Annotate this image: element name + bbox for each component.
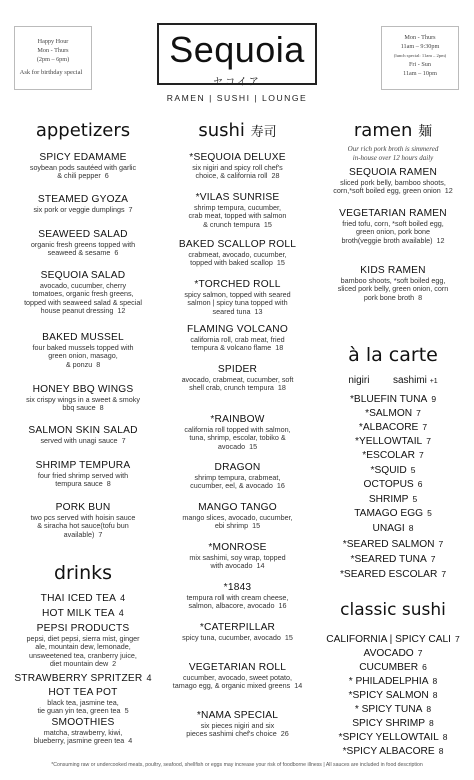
carte-item-price: 7: [416, 408, 421, 418]
classic-item-name: AVOCADO: [363, 648, 414, 659]
menu-item-price: 6: [104, 171, 109, 181]
description-text: six crispy wings in a sweet & smoky: [26, 395, 140, 404]
carte-item: [318, 493, 468, 506]
menu-item-name: VEGETARIAN ROLL: [188, 662, 287, 673]
menu-item-price: 8: [99, 403, 104, 413]
carte-item-name: OCTOPUS: [363, 479, 414, 490]
menu-item: [318, 265, 468, 302]
menu-item-description: [8, 437, 158, 445]
description-text: & ponzu: [65, 359, 93, 369]
classic-item: [318, 731, 468, 744]
menu-item: [8, 460, 158, 489]
description-text: mango slices, avocado, cucumber,: [182, 513, 293, 522]
menu-item-price: 4: [146, 673, 152, 683]
classic-item-name: *SPICY YELLOWTAIL: [338, 732, 439, 743]
menu-item: [165, 279, 310, 316]
menu-item-price: 18: [277, 383, 286, 393]
carte-item-price: 7: [426, 436, 431, 446]
menu-item-name: VEGETARIAN RAMEN: [339, 208, 447, 219]
classic-item: [318, 689, 468, 702]
carte-item-price: 7: [438, 539, 444, 549]
menu-item-description: [318, 237, 468, 245]
classic-item: [318, 647, 468, 660]
classic-item-name: * SPICY TUNA: [354, 704, 423, 715]
description-text: & chili pepper: [57, 171, 101, 181]
classic-item: [318, 661, 468, 674]
description-text: six pork or veggie dumplings: [33, 205, 125, 214]
description-text: broth(veggie broth available): [341, 235, 433, 245]
menu-item: [165, 152, 310, 181]
menu-item-name: *TORCHED ROLL: [194, 279, 281, 290]
carte-item-name: *YELLOWTAIL: [355, 436, 423, 447]
description-text: four fried shrimp served with: [37, 471, 129, 480]
description-text: served with unagi sauce: [40, 436, 118, 445]
middle-column: [165, 112, 310, 762]
menu-item-price: 18: [275, 343, 284, 353]
menu-item-name: SMOOTHIES: [51, 717, 115, 728]
menu-item: [8, 229, 158, 258]
menu-item-price: 15: [284, 633, 293, 642]
menu-item-price: 6: [114, 248, 119, 258]
sushi-title: [165, 120, 310, 141]
carte-item-name: *SEARED SALMON: [342, 539, 435, 550]
description-text: salmon | spicy tuna topped with: [187, 298, 288, 308]
description-text: shrimp tempura, cucumber,: [193, 203, 282, 212]
description-text: house peanut dressing: [40, 306, 114, 316]
menu-item: [8, 687, 158, 716]
classic-item-name: SPICY SHRIMP: [352, 718, 426, 729]
carte-item-name: *ESCOLAR: [362, 450, 415, 461]
carte-item-price: 7: [422, 422, 428, 432]
menu-item: [165, 502, 310, 531]
menu-item-description: [8, 531, 158, 539]
menu-item: [8, 607, 158, 620]
carte-item-price: 9: [431, 394, 437, 404]
carte-item-price: 5: [427, 508, 432, 518]
description-text: matcha, strawberry, kiwi,: [43, 728, 123, 737]
menu-item-description: [8, 206, 158, 214]
menu-item-price: 12: [444, 186, 453, 196]
classic-item: [318, 717, 468, 730]
menu-item-name: HOT TEA POT: [48, 687, 118, 698]
ramen-title-kanji: 麺: [418, 124, 433, 140]
description-text: seared tuna: [212, 306, 251, 316]
description-text: avocado, cucumber, cherry: [39, 281, 127, 290]
menu-item-name: SALMON SKIN SALAD: [28, 425, 138, 436]
menu-item-name: SPIDER: [217, 364, 258, 375]
carte-item-name: *SALMON: [365, 408, 413, 419]
description-text: organic fresh greens topped with: [30, 240, 136, 249]
menu-item-description: [165, 221, 310, 229]
menu-item: [165, 414, 310, 451]
menu-item-price: 15: [252, 521, 261, 531]
carte-item: [318, 538, 468, 551]
carte-item: [318, 553, 468, 566]
menu-item: [8, 425, 158, 445]
menu-item: [8, 672, 158, 685]
carte-item: [318, 393, 468, 406]
menu-item: [8, 717, 158, 746]
menu-item: [318, 208, 468, 245]
carte-item: [318, 507, 468, 520]
classic-sushi-title: classic sushi: [340, 600, 446, 620]
menu-item-name: *1843: [223, 582, 252, 593]
description-text: crabmeat, avocado, cucumber,: [188, 250, 287, 259]
menu-item-price: 15: [249, 441, 258, 451]
menu-item-name: PEPSI PRODUCTS: [36, 623, 130, 634]
menu-item-description: [165, 730, 310, 738]
carte-item-name: UNAGI: [372, 523, 405, 534]
hours-line: Mon - Thurs: [404, 34, 436, 41]
menu-item: [165, 364, 310, 393]
menu-item-name: *SEQUOIA DELUXE: [189, 152, 286, 163]
menu-item-description: [165, 344, 310, 352]
description-text: tempura roll with cream cheese,: [186, 593, 289, 602]
carte-item-price: 7: [441, 569, 447, 579]
carte-item-name: TAMAGO EGG: [354, 508, 424, 519]
carte-item: [318, 407, 468, 420]
menu-item-description: [165, 682, 310, 690]
description-text: crab meat, topped with salmon: [188, 211, 287, 221]
menu-item-price: 13: [254, 306, 263, 316]
menu-item: [8, 332, 158, 369]
menu-item-price: 12: [117, 306, 126, 316]
menu-item-description: [165, 482, 310, 490]
carte-item-price: 7: [430, 554, 436, 564]
classic-item: [318, 633, 468, 646]
menu-item: [165, 622, 310, 642]
description-text: & siracha hot sauce(tofu bun: [37, 521, 129, 531]
menu-item: [165, 542, 310, 571]
description-text: six nigiri and spicy roll chef's: [192, 163, 283, 172]
classic-item-name: CUCUMBER: [359, 662, 419, 673]
description-text: pork bone broth: [363, 292, 415, 302]
right-column: [318, 112, 468, 762]
description-text: tomatoes, organic fresh greens,: [32, 289, 134, 299]
classic-item-price: 7: [455, 634, 460, 644]
description-text: cucumber, avocado, sweet potato,: [182, 673, 293, 682]
menu-item: [165, 710, 310, 739]
classic-item-name: * PHILADELPHIA: [348, 676, 429, 687]
happy-hour-line: Happy Hour: [37, 38, 69, 45]
menu-item-price: 8: [418, 292, 423, 302]
classic-item-price: 6: [422, 662, 427, 672]
menu-item-price: 8: [106, 479, 111, 489]
happy-hour-line: Mon - Thurs: [37, 47, 69, 54]
menu-item-price: 16: [276, 481, 285, 491]
menu-item-row: [8, 607, 158, 620]
menu-item-description: [8, 172, 158, 180]
description-text: ebi shrimp: [214, 521, 249, 531]
menu-item-description: [165, 522, 310, 530]
description-text: bamboo shoots, *soft boiled egg,: [340, 276, 446, 285]
description-text: unsweetened tea, cranberry juice,: [29, 650, 137, 660]
classic-item-name: CALIFORNIA | SPICY CALI: [326, 634, 451, 645]
ramen-note: [318, 145, 468, 162]
description-text: seaweed & sesame: [47, 248, 111, 258]
description-text: diet mountain dew: [49, 659, 109, 669]
description-text: tamago egg, & organic mixed greens: [172, 681, 291, 691]
carte-item-name: *BLUEFIN TUNA: [349, 394, 428, 405]
left-column: [8, 112, 158, 762]
description-text: avocado, crabmeat, cucumber, soft: [181, 375, 294, 384]
menu-item-name: *NAMA SPECIAL: [196, 710, 279, 721]
classic-item-name: *SPICY SALMON: [348, 690, 429, 701]
nigiri-label: nigiri: [348, 375, 370, 386]
appetizers-title: appetizers: [35, 120, 131, 141]
menu-item: [165, 662, 310, 691]
menu-item-name: BAKED MUSSEL: [42, 332, 124, 343]
menu-item-description: [165, 634, 310, 642]
menu-item: [165, 462, 310, 491]
menu-item-description: [318, 187, 468, 195]
description-text: topped with baked scallop: [190, 258, 273, 268]
menu-item: [8, 152, 158, 181]
menu-item-name: STRAWBERRY SPRITZER: [14, 673, 143, 684]
description-text: salmon, albacore, avocado: [188, 601, 275, 611]
description-text: green onion, pork bone: [356, 227, 430, 237]
menu-item-name: KIDS RAMEN: [360, 265, 426, 276]
menu-item-description: [165, 602, 310, 610]
description-text: spicy salmon, topped with seared: [184, 290, 291, 299]
menu-item-name: SHRIMP TEMPURA: [35, 460, 131, 471]
menu-item-price: 7: [98, 529, 103, 539]
ramen-note-line: Our rich pork broth is simmered: [347, 145, 439, 153]
classic-item-price: 8: [432, 690, 438, 700]
description-text: california roll, crab meat, fried: [190, 335, 285, 344]
menu-item-description: [8, 361, 158, 369]
menu-item-price: 15: [263, 219, 272, 229]
description-text: soybean pods sautéed with garlic: [29, 163, 137, 172]
carte-title: à la carte: [348, 344, 438, 366]
menu-item-price: 7: [121, 436, 126, 445]
classic-item: [318, 675, 468, 688]
menu-item-row: [8, 672, 158, 685]
menu-item-price: 28: [271, 171, 280, 181]
menu-item-price: 8: [96, 359, 101, 369]
happy-hour-line: (2pm – 6pm): [36, 56, 70, 63]
menu-item-price: 2: [112, 659, 117, 669]
carte-item-name: *SEARED TUNA: [350, 554, 427, 565]
description-text: sliced pork belly, bamboo shoots,: [340, 178, 446, 187]
hours-line: (lunch special: 11am – 2pm): [393, 53, 447, 58]
menu-item: [8, 592, 158, 605]
description-text: tempura & volcano flame: [191, 343, 272, 353]
description-text: pepsi, diet pepsi, sierra mist, ginger: [26, 634, 140, 643]
classic-item-price: 8: [432, 676, 438, 686]
menu-item-name: *VILAS SUNRISE: [195, 192, 280, 203]
sushi-title-text: sushi: [198, 120, 245, 141]
carte-item-price: 8: [408, 523, 414, 533]
carte-item: [318, 449, 468, 462]
menu-item-name: SEAWEED SALAD: [38, 229, 128, 240]
classic-item-price: 8: [442, 732, 448, 742]
carte-item-name: *SQUID: [370, 465, 407, 476]
menu-item: [165, 239, 310, 268]
menu-item-price: 15: [276, 258, 285, 268]
description-text: tuna, shrimp, escolar, tobiko &: [189, 433, 286, 443]
classic-item-price: 7: [417, 648, 423, 658]
sashimi-label: sashimi: [393, 375, 427, 386]
menu-item-description: [8, 480, 158, 488]
sashimi-extra: +1: [429, 378, 438, 385]
description-text: black tea, jasmine tea,: [47, 698, 119, 707]
classic-item: [318, 703, 468, 716]
menu-item-price: 12: [436, 235, 445, 245]
description-text: avocado: [217, 441, 246, 451]
description-text: pieces sashimi chef's choice: [186, 729, 277, 739]
description-text: six pieces nigiri and six: [200, 721, 275, 730]
carte-item-name: *SEARED ESCOLAR: [339, 569, 438, 580]
hours-box: [381, 26, 459, 90]
ramen-title: [318, 120, 468, 141]
drinks-title: drinks: [53, 562, 113, 584]
menu-item-row: [8, 592, 158, 605]
description-text: shell crab, crunch tempura: [189, 383, 274, 393]
brand-kana: セコイア: [213, 77, 261, 88]
hours-line: 11am – 9:30pm: [400, 43, 440, 50]
menu-item-description: [165, 172, 310, 180]
description-text: tie guan yin tea, green tea: [37, 706, 121, 716]
description-text: four baked mussels topped with: [32, 343, 134, 352]
menu-item-name: *MONROSE: [208, 542, 267, 553]
description-text: bbq sauce: [62, 403, 96, 413]
classic-item-name: *SPICY ALBACORE: [342, 746, 435, 757]
menu-item-description: [8, 404, 158, 412]
menu-item: [318, 167, 468, 196]
brand-tagline: RAMEN | SUSHI | LOUNGE: [166, 93, 308, 103]
description-text: corn,*soft boiled egg, green onion: [333, 186, 441, 196]
menu-item-price: 7: [128, 205, 133, 214]
menu-item-name: SPICY EDAMAME: [39, 152, 127, 163]
menu-item-name: *CATERPILLAR: [199, 622, 276, 633]
menu-item: [165, 582, 310, 611]
description-text: tempura sauce: [55, 479, 103, 489]
menu-item-price: 4: [128, 736, 133, 746]
menu-item-name: MANGO TANGO: [198, 502, 277, 513]
description-text: mix sashimi, soy wrap, topped: [189, 553, 286, 562]
description-text: two pcs served with hoisin sauce: [30, 513, 136, 522]
hours-line: Fri - Sun: [408, 61, 431, 68]
menu-item-description: [8, 660, 158, 668]
menu-item-price: 4: [118, 608, 124, 618]
description-text: cucumber, eel, & avocado: [190, 481, 273, 491]
carte-item-name: *ALBACORE: [358, 422, 419, 433]
menu-item: [8, 270, 158, 316]
menu-item-name: FLAMING VOLCANO: [187, 324, 288, 335]
description-text: blueberry, jasmine green tea: [33, 736, 125, 746]
menu-item-description: [165, 384, 310, 392]
carte-item-name: SHRIMP: [368, 494, 409, 505]
description-text: choice, & california roll: [195, 171, 268, 181]
menu-item-name: *RAINBOW: [210, 414, 265, 425]
menu-item-name: HONEY BBQ WINGS: [32, 384, 134, 395]
carte-item-price: 5: [410, 465, 416, 475]
menu-item-description: [165, 308, 310, 316]
classic-item-price: 8: [429, 718, 434, 728]
menu-item: [165, 192, 310, 229]
menu-item-name: SEQUOIA SALAD: [40, 270, 126, 281]
brand-name: Sequoia: [169, 29, 305, 70]
menu-item: [8, 384, 158, 413]
menu-item-name: PORK BUN: [55, 502, 111, 513]
menu-item-description: [165, 562, 310, 570]
menu-item: [165, 324, 310, 353]
menu-item-name: THAI ICED TEA: [40, 593, 117, 604]
sushi-title-kanji: 寿司: [250, 125, 277, 140]
carte-item: [318, 421, 468, 434]
allergy-footer: *Consuming raw or undercooked meats, poultry, seafood, shellfish or eggs may increase your risk of foodborne illness | All sauces are included in food description: [51, 762, 423, 768]
menu-item-name: DRAGON: [214, 462, 261, 473]
menu-item-price: 14: [256, 561, 265, 571]
birthday-note: Ask for birthday special: [19, 69, 83, 76]
menu-item-price: 14: [294, 681, 303, 691]
description-text: ale, mountain dew, lemonade,: [35, 642, 131, 652]
carte-item-price: 7: [418, 450, 424, 460]
menu-item-description: [8, 707, 158, 715]
menu-item-description: [8, 737, 158, 745]
menu-item-description: [318, 294, 468, 302]
menu-item: [8, 194, 158, 214]
carte-subheader: [318, 375, 468, 386]
happy-hour-box: [14, 26, 92, 90]
carte-item: [318, 435, 468, 448]
carte-item: [318, 522, 468, 535]
carte-item-price: 5: [412, 494, 418, 504]
carte-item: [318, 568, 468, 581]
description-text: california roll topped with salmon,: [184, 425, 291, 434]
classic-item: [318, 745, 468, 758]
hours-line: 11am – 10pm: [403, 70, 437, 77]
logo-frame: [157, 23, 317, 88]
carte-item: [318, 464, 468, 477]
description-text: & crunch tempura: [203, 219, 260, 229]
ramen-note-line: in-house over 12 hours daily: [352, 153, 434, 162]
description-text: available): [63, 529, 95, 539]
menu-item-name: HOT MILK TEA: [41, 608, 115, 619]
description-text: sliced pork belly, green onion, corn: [337, 284, 449, 294]
menu-item-name: BAKED SCALLOP ROLL: [178, 239, 297, 250]
menu-item-price: 26: [280, 729, 289, 739]
menu-item-description: [8, 249, 158, 257]
description-text: with avocado: [210, 561, 253, 571]
description-text: topped with seaweed salad & special: [24, 297, 142, 307]
description-text: spicy tuna, cucumber, avocado: [182, 633, 281, 642]
menu-item-description: [8, 307, 158, 315]
menu-item-price: 4: [120, 593, 126, 603]
classic-item-price: 8: [438, 746, 444, 756]
menu-item-description: [165, 443, 310, 451]
classic-item-price: 8: [426, 704, 432, 714]
carte-item: [318, 478, 468, 491]
description-text: green onion, masago,: [48, 351, 118, 361]
description-text: shrimp tempura, crabmeat,: [194, 473, 281, 482]
menu-item-name: STEAMED GYOZA: [37, 194, 129, 205]
menu-item-description: [165, 259, 310, 267]
menu-item-price: 5: [124, 706, 129, 716]
menu-item: [8, 623, 158, 669]
menu-item-price: 16: [278, 601, 287, 611]
menu-item-name: SEQUOIA RAMEN: [348, 167, 438, 178]
description-text: fried tofu, corn, *soft boiled egg,: [342, 219, 444, 228]
menu-item: [8, 502, 158, 539]
carte-item-price: 6: [417, 479, 423, 489]
ramen-title-text: ramen: [353, 120, 413, 141]
